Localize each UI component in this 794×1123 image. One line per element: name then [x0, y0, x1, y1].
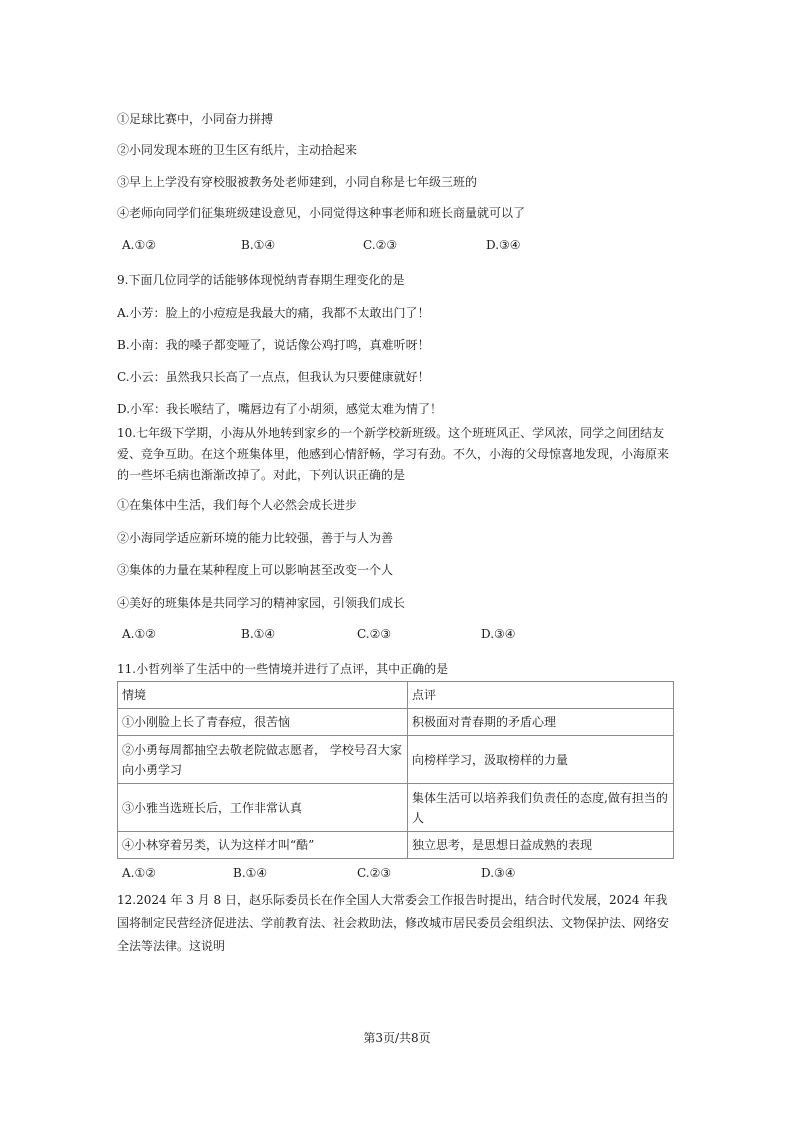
q8-option-b: B.①④	[241, 238, 276, 252]
q8-option-d: D.③④	[486, 238, 521, 252]
table-cell: 独立思考，是思想日益成熟的表现	[408, 832, 674, 859]
q11-option-b: B.①④	[233, 866, 268, 880]
q9-stem: 9.下面几位同学的话能够体现悦纳青春期生理变化的是	[117, 273, 405, 287]
q10-item-3: ③集体的力量在某种程度上可以影响甚至改变一个人	[117, 563, 394, 577]
q10-stem: 10.七年级下学期，小海从外地转到家乡的一个新学校新班级。这个班班风正、学风浓，同学之间团结友爱、竞争互助。在这个班集体里，他感到心情舒畅，学习有劲。不久，小海的父母惊喜地发现，小海原来的一些坏毛病也渐渐改掉了。对此，下列认识正确的是	[117, 426, 670, 482]
q10-item-1: ①在集体中生活，我们每个人必然会成长进步	[117, 498, 358, 512]
table-row	[118, 736, 674, 784]
table-cell: ④小林穿着另类，认为这样才叫“酷”	[118, 832, 408, 859]
q10-option-b: B.①④	[241, 627, 276, 641]
q11-table	[117, 681, 674, 859]
q8-item-2: ②小同发现本班的卫生区有纸片，主动拾起来	[117, 143, 358, 157]
table-cell: 积极面对青春期的矛盾心理	[408, 709, 674, 736]
table-cell: ②小勇每周都抽空去敬老院做志愿者， 学校号召大家向小勇学习	[118, 736, 408, 784]
q11-option-a: A.①②	[122, 866, 156, 880]
table-row	[118, 709, 674, 736]
table-cell: ③小雅当选班长后，工作非常认真	[118, 784, 408, 832]
table-row	[118, 832, 674, 859]
header-situation: 情境	[118, 682, 408, 709]
page-number: 第3页/共8页	[363, 1031, 431, 1045]
q11-option-d: D.③④	[481, 866, 516, 880]
q8-item-3: ③早上上学没有穿校服被教务处老师建到，小同自称是七年级三班的	[117, 175, 478, 189]
q8-item-1: ①足球比赛中，小同奋力拼搏	[117, 112, 274, 126]
q9-option-a: A.小芳：脸上的小痘痘是我最大的痛，我都不太敢出门了！	[117, 306, 430, 320]
header-comment: 点评	[408, 682, 674, 709]
q8-option-a: A.①②	[122, 238, 156, 252]
q10-item-2: ②小海同学适应新环境的能力比较强，善于与人为善	[117, 531, 394, 545]
table-cell: 集体生活可以培养我们负责任的态度,做有担当的人	[408, 784, 674, 832]
q9-option-b: B.小南：我的嗓子都变哑了，说话像公鸡打鸣，真难听呀！	[117, 338, 430, 352]
q11-option-c: C.②③	[357, 866, 392, 880]
q10-item-4: ④美好的班集体是共同学习的精神家园，引领我们成长	[117, 596, 406, 610]
table-cell: 向榜样学习，汲取榜样的力量	[408, 736, 674, 784]
table-row	[118, 784, 674, 832]
q10-option-a: A.①②	[122, 627, 156, 641]
q9-option-c: C.小云：虽然我只长高了一点点，但我认为只要健康就好！	[117, 370, 430, 384]
q10-option-d: D.③④	[481, 627, 516, 641]
table-cell: ①小刚脸上长了青春痘，很苦恼	[118, 709, 408, 736]
q8-option-c: C.②③	[363, 238, 398, 252]
table-row	[118, 682, 674, 709]
q12-stem: 12.2024 年 3 月 8 日，赵乐际委员长在作全国人大常委会工作报告时提出，结合时代发展，2024 年我国将制定民营经济促进法、学前教育法、社会救助法，修改城市居民委员会组织法、文物保护法、网络安全法等法律。这说明	[117, 893, 670, 953]
q8-item-4: ④老师向同学们征集班级建设意见，小同觉得这种事老师和班长商量就可以了	[117, 206, 526, 220]
q9-option-d: D.小军：我长喉结了，嘴唇边有了小胡须，感觉太难为情了！	[117, 402, 443, 416]
q11-stem: 11.小哲列举了生活中的一些情境并进行了点评，其中正确的是	[117, 662, 449, 676]
q10-option-c: C.②③	[357, 627, 392, 641]
